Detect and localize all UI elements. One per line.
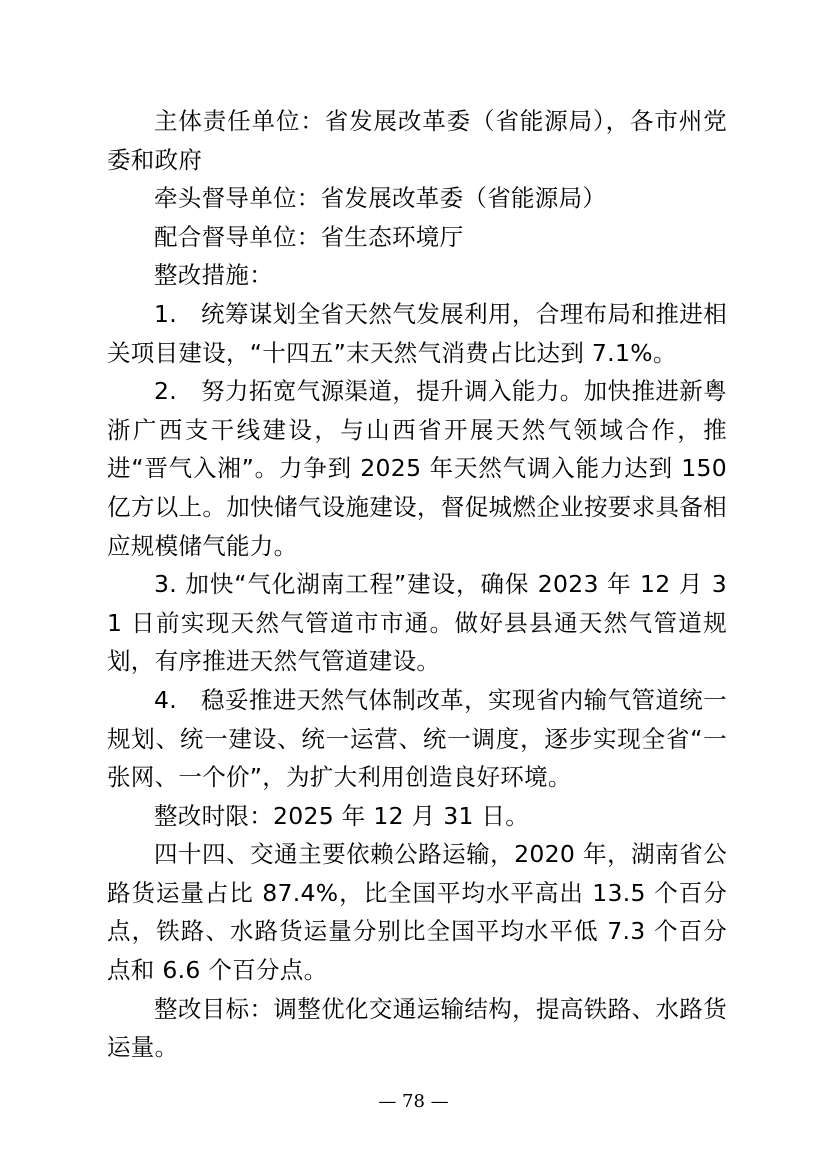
paragraph-cooperating-supervisor: 配合督导单位：省生态环境厅 [154,222,464,251]
paragraph-measure-2: 2. 努力拓宽气源渠道，提升调入能力。加快推进新粤浙广西支干线建设，与山西省开展天然气领域合作，推进“晋气入湘”。力争到 2025 年天然气调入能力达到 150 亿方以上。加快储气设施建设，督促城燃企业按要求具备相应规模储气能力。 [107,377,727,560]
paragraph-measure-1: 1. 统筹谋划全省天然气发展利用，合理布局和推进相关项目建设，“十四五”末天然气消费占比达到 7.1%。 [107,299,727,367]
paragraph-lead-supervisor: 牵头督导单位：省发展改革委（省能源局） [154,184,607,213]
paragraph-responsible-units: 主体责任单位：省发展改革委（省能源局），各市州党委和政府 [107,107,727,174]
paragraph-measure-3: 3. 加快“气化湖南工程”建设，确保 2023 年 12 月 31 日前实现天然气管道市市通。做好县县通天然气管道规划，有序推进天然气管道建设。 [107,570,727,676]
paragraph-target: 整改目标：调整优化交通运输结构，提高铁路、水路货运量。 [107,994,727,1062]
paragraph-deadline: 整改时限：2025 年 12 月 31 日。 [154,801,530,830]
paragraph-issue-44: 四十四、交通主要依赖公路运输，2020 年，湖南省公路货运量占比 87.4%，比全国平均水平高出 13.5 个百分点，铁路、水路货运量分别比全国平均水平低 7.3 个百分点和 6.6 个百分点。 [107,840,727,985]
page-number: — 78 — [378,1091,449,1112]
body-text [107,102,727,1067]
paragraph-measure-4: 4. 稳妥推进天然气体制改革，实现省内输气管道统一规划、统一建设、统一运营、统一调度，逐步实现全省“一张网、一个价”，为扩大利用创造良好环境。 [107,685,727,792]
paragraph-measures-heading: 整改措施： [154,261,273,290]
